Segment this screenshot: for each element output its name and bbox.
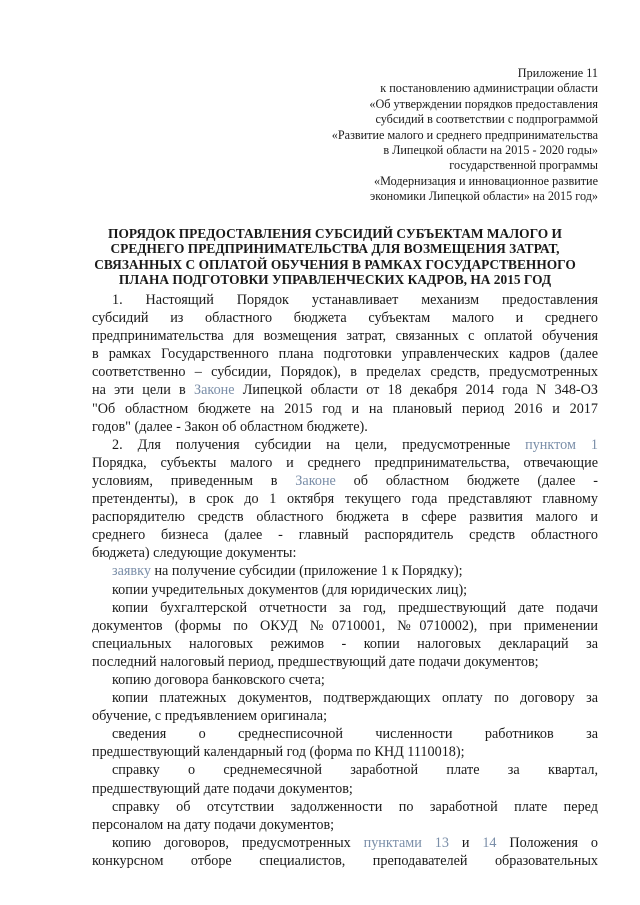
body-text: справку об отсутствии задолженности по заработной плате перед <box>112 798 598 815</box>
body-text: 1. Настоящий Порядок устанавливает механизм предоставления <box>112 292 598 308</box>
body-text: специальных налоговых режимов - копии налоговых деклараций за <box>92 635 598 652</box>
body-line <box>92 581 598 599</box>
body-line <box>92 743 598 761</box>
body-text: и <box>448 834 483 851</box>
body-line <box>92 309 598 327</box>
body-text: персоналом на дату подачи документов; <box>92 816 335 833</box>
body-text: копию договоров, предусмотренных <box>112 834 364 851</box>
body-line <box>92 761 598 779</box>
body-line <box>92 544 598 562</box>
body-text: условиям, приведенным в <box>92 472 296 489</box>
body-text: Порядка, субъекты малого и среднего предпринимательства, отвечающие <box>92 454 598 471</box>
document-link[interactable]: 14 <box>482 834 497 851</box>
appendix-line: к постановлению администрации области <box>380 81 598 96</box>
body-line <box>92 327 598 345</box>
body-text: претенденты), в срок до 1 октября текущего года представляют главному <box>92 491 598 508</box>
document-body <box>92 291 598 870</box>
body-text: среднего бизнеса (далее - главный распорядитель средств областного <box>92 527 598 544</box>
document-link[interactable]: пунктами 13 <box>363 834 449 851</box>
appendix-line: субсидий в соответствии с подпрограммой <box>375 112 598 127</box>
body-text: предшествующий дате подачи документов; <box>92 780 353 797</box>
title-line: СВЯЗАННЫХ С ОПЛАТОЙ ОБУЧЕНИЯ В РАМКАХ ГОСУДАРСТВЕННОГО <box>94 256 576 272</box>
body-line <box>92 363 598 381</box>
body-text: в рамках Государственного плана подготовки управленческих кадров (далее <box>92 346 598 363</box>
body-text: на получение субсидии (приложение 1 к Порядку); <box>150 563 463 580</box>
body-line <box>92 816 598 834</box>
document-link[interactable]: Законе <box>295 472 336 489</box>
appendix-line: в Липецкой области на 2015 - 2020 годы» <box>383 143 598 158</box>
body-line <box>92 617 598 635</box>
body-text: годов" (далее - Закон об областном бюджете). <box>92 418 368 435</box>
body-text: Положения о <box>496 834 598 851</box>
body-text: сведения о среднесписочной численности работников за <box>112 726 598 743</box>
body-text: на эти цели в <box>92 382 194 399</box>
title-line: ПОРЯДОК ПРЕДОСТАВЛЕНИЯ СУБСИДИЙ СУБЪЕКТАМ МАЛОГО И <box>108 226 562 241</box>
body-text: обучение, с предъявлением оригинала; <box>92 708 328 725</box>
body-text: копии платежных документов, подтверждающих оплату по договору за <box>112 690 598 707</box>
appendix-header <box>268 66 598 205</box>
body-line <box>92 653 598 671</box>
body-line <box>92 436 598 454</box>
body-text: субсидий из областного бюджета субъектам малого и среднего <box>92 310 598 327</box>
body-line <box>92 834 598 852</box>
body-text: распорядителю средств областного бюджета в сфере развития малого и <box>92 509 598 526</box>
body-line <box>92 780 598 798</box>
body-text: "Об областном бюджете на 2015 год и на плановый период 2016 и 2017 <box>92 400 598 417</box>
body-text: об областном бюджете (далее - <box>335 472 598 489</box>
body-text: копии бухгалтерской отчетности за год, предшествующий дате подачи <box>112 599 598 616</box>
body-line <box>92 599 598 617</box>
body-line <box>92 418 598 436</box>
body-text: документов (формы по ОКУД №0710001, №0710002), при применении <box>92 617 598 634</box>
body-line <box>92 635 598 653</box>
body-text: справку о среднемесячной заработной плате за квартал, <box>112 762 598 779</box>
body-line <box>92 508 598 526</box>
document-link[interactable]: Законе <box>194 382 235 399</box>
body-text: предшествующий календарный год (форма по КНД 1110018); <box>92 744 465 761</box>
body-text: соответственно – субсидии, Порядок), в пределах средств, предусмотренных <box>92 364 598 381</box>
document-title <box>72 226 598 288</box>
body-line <box>92 725 598 743</box>
body-text: копию договора банковского счета; <box>112 671 325 688</box>
appendix-line: «Модернизация и инновационное развитие <box>373 173 598 188</box>
title-line: ПЛАНА ПОДГОТОВКИ УПРАВЛЕНЧЕСКИХ КАДРОВ, НА 2015 ГОД <box>118 272 552 288</box>
body-line <box>92 472 598 490</box>
body-line <box>92 852 598 870</box>
appendix-line: государственной программы <box>449 158 598 173</box>
body-text: предпринимательства для возмещения затрат, связанных с оплатой обучения <box>92 328 598 345</box>
body-line <box>92 400 598 418</box>
body-line <box>92 345 598 363</box>
body-line <box>92 689 598 707</box>
document-link[interactable]: заявку <box>112 563 151 580</box>
body-line <box>92 291 598 309</box>
appendix-line: Приложение 11 <box>517 66 598 80</box>
body-line <box>92 798 598 816</box>
appendix-line: «Развитие малого и среднего предпринимательства <box>331 127 598 142</box>
body-text: Липецкой области от 18 декабря 2014 года N 348-ОЗ <box>234 382 598 399</box>
body-text: конкурсном отборе специалистов, преподавателей образовательных <box>92 852 598 869</box>
body-line <box>92 671 598 689</box>
body-text: 2. Для получения субсидии на цели, предусмотренные <box>112 436 526 453</box>
body-line <box>92 381 598 399</box>
body-line <box>92 490 598 508</box>
document-link[interactable]: пунктом 1 <box>525 436 598 453</box>
appendix-line: «Об утверждении порядков предоставления <box>369 96 598 111</box>
body-line <box>92 707 598 725</box>
body-text: копии учредительных документов (для юридических лиц); <box>112 581 468 598</box>
body-line <box>92 526 598 544</box>
body-text: бюджета) следующие документы: <box>92 545 297 562</box>
body-text: последний налоговый период, предшествующий дате подачи документов; <box>92 653 539 670</box>
body-line <box>92 454 598 472</box>
appendix-line: экономики Липецкой области» на 2015 год» <box>370 189 598 204</box>
title-line: СРЕДНЕГО ПРЕДПРИНИМАТЕЛЬСТВА ДЛЯ ВОЗМЕЩЕНИЯ ЗАТРАТ, <box>110 241 560 257</box>
body-line <box>92 562 598 580</box>
